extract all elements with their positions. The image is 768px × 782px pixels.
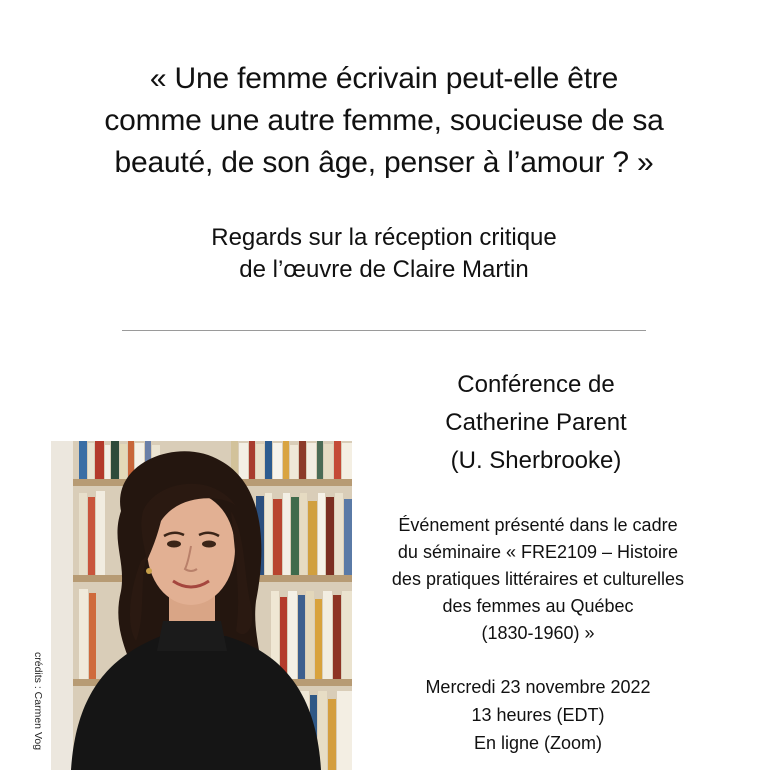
event-line: Événement présenté dans le cadre [398,515,678,535]
quote-line: « Une femme écrivain peut-elle être [149,62,619,95]
speaker-photo-illustration [51,441,352,770]
event-time: 13 heures (EDT) [471,705,605,725]
event-line: du séminaire « FRE2109 – Histoire [397,542,679,562]
speaker-affiliation: (U. Sherbrooke) [450,447,622,474]
event-line: des pratiques littéraires et culturelles [391,569,685,589]
schedule-block [360,673,716,757]
main-quote [0,58,768,184]
subtitle [0,222,768,286]
subtitle-line: Regards sur la réception critique [211,224,557,251]
subtitle-line: de l’œuvre de Claire Martin [239,256,529,283]
speaker-line: Conférence de [457,371,615,398]
divider [122,330,646,331]
quote-line: comme une autre femme, soucieuse de sa [104,104,664,137]
photo-credit: crédits : Carmen Vog [32,652,44,751]
event-date: Mercredi 23 novembre 2022 [425,677,651,697]
speaker-name: Catherine Parent [445,409,627,436]
event-line: (1830-1960) » [481,623,595,643]
event-line: des femmes au Québec [442,596,634,616]
event-description [358,512,718,647]
event-location: En ligne (Zoom) [473,733,603,753]
speaker-block [360,366,712,480]
quote-line: beauté, de son âge, penser à l’amour ? » [114,146,654,179]
speaker-photo [51,441,352,770]
